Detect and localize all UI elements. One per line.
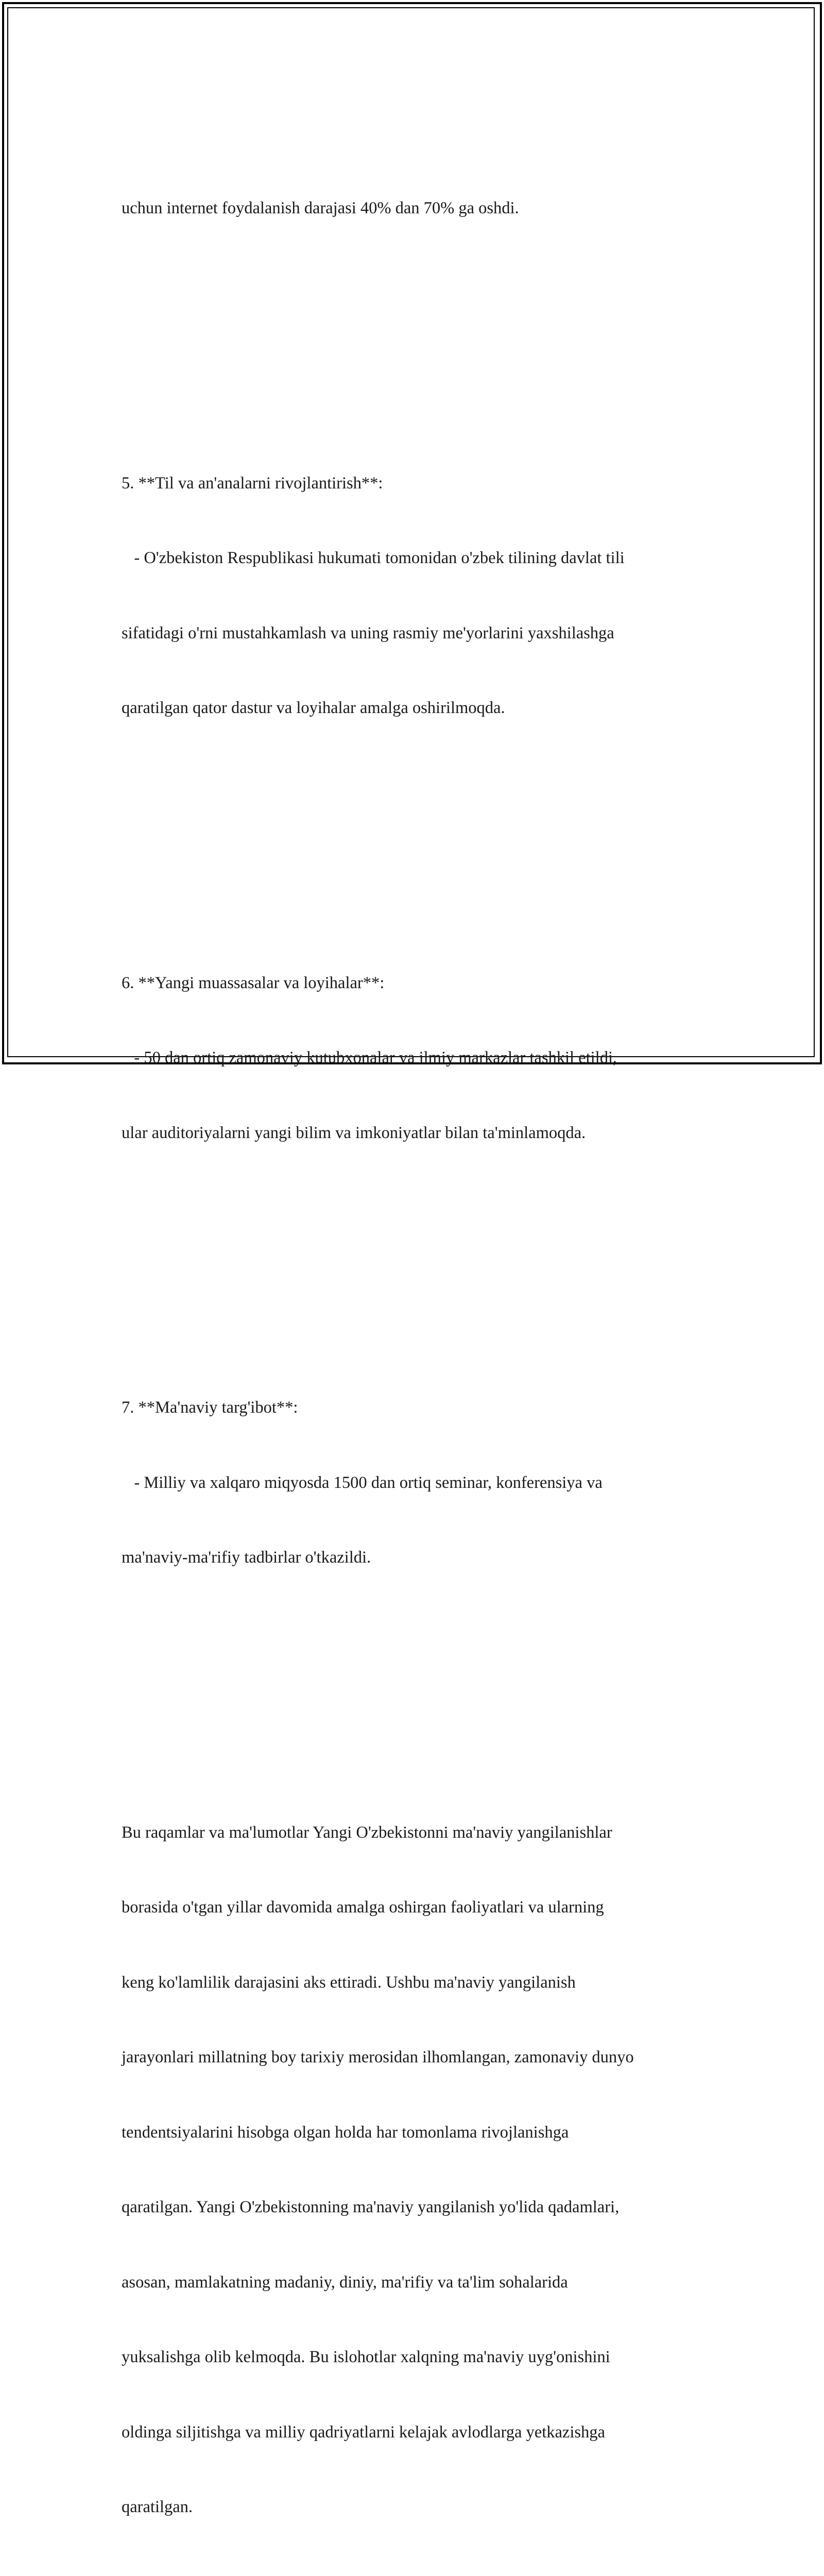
text-line: keng ko'lamlilik darajasini aks ettiradi. Ushbu ma'naviy yangilanish (122, 1973, 576, 1992)
list-item-heading: 5. **Til va an'analarni rivojlantirish**: (122, 473, 383, 493)
text-line: qaratilgan qator dastur va loyihalar amalga oshirilmoqda. (122, 699, 505, 717)
text-line: yuksalishga olib kelmoqda. Bu islohotlar xalqning ma'naviy uyg'onishini (122, 2348, 610, 2366)
text-line: - 50 dan ortiq zamonaviy kutubxonalar va ilmiy markazlar tashkil etildi, (122, 1048, 617, 1067)
text-line: ma'naviy-ma'rifiy tadbirlar o'tkazildi. (122, 1548, 371, 1567)
paragraph-gap (122, 821, 714, 846)
paragraph-conclusion (122, 1770, 714, 2570)
text-line: sifatidagi o'rni mustahkamlash va uning rasmiy me'yorlarini yaxshilashga (122, 623, 614, 642)
paragraph-intro-tail (122, 146, 714, 271)
text-line: - O'zbekiston Respublikasi hukumati tomonidan o'zbek tilining davlat tili (122, 549, 625, 567)
paragraph-gap (122, 321, 714, 346)
text-line: qaratilgan. Yangi O'zbekistonning ma'naviy yangilanish yo'lida qadamlari, (122, 2198, 620, 2216)
paragraph-gap (122, 1670, 714, 1696)
text-line: Bu raqamlar va ma'lumotlar Yangi O'zbekistonni ma'naviy yangilanishlar (122, 1823, 612, 1842)
text-line: uchun internet foydalanish darajasi 40% dan 70% ga oshdi. (122, 199, 519, 217)
text-line: ular auditoriyalarni yangi bilim va imkoniyatlar bilan ta'minlamoqda. (122, 1123, 586, 1142)
text-line: jarayonlari millatning boy tarixiy merosidan ilhomlangan, zamonaviy dunyo (122, 2048, 634, 2066)
document-body (122, 96, 714, 2576)
text-line: oldinga siljitishga va milliy qadriyatlarni kelajak avlodlarga yetkazishga (122, 2422, 605, 2442)
text-line: - Milliy va xalqaro miqyosda 1500 dan ortiq seminar, konferensiya va (122, 1473, 603, 1492)
paragraph-item-7 (122, 1345, 714, 1620)
text-line: asosan, mamlakatning madaniy, diniy, ma'rifiy va ta'lim sohalarida (122, 2273, 568, 2292)
list-item-heading: 7. **Ma'naviy targ'ibot**: (122, 1398, 298, 1417)
list-item-heading: 6. **Yangi muassasalar va loyihalar**: (122, 973, 385, 992)
text-line: qaratilgan. (122, 2498, 193, 2516)
text-line: tendentsiyalarini hisobga olgan holda har tomonlama rivojlanishga (122, 2123, 569, 2142)
paragraph-item-6 (122, 921, 714, 1196)
text-line: borasida o'tgan yillar davomida amalga oshirgan faoliyatlari va ularning (122, 1898, 604, 1917)
paragraph-gap (122, 1245, 714, 1270)
paragraph-item-5 (122, 421, 714, 771)
